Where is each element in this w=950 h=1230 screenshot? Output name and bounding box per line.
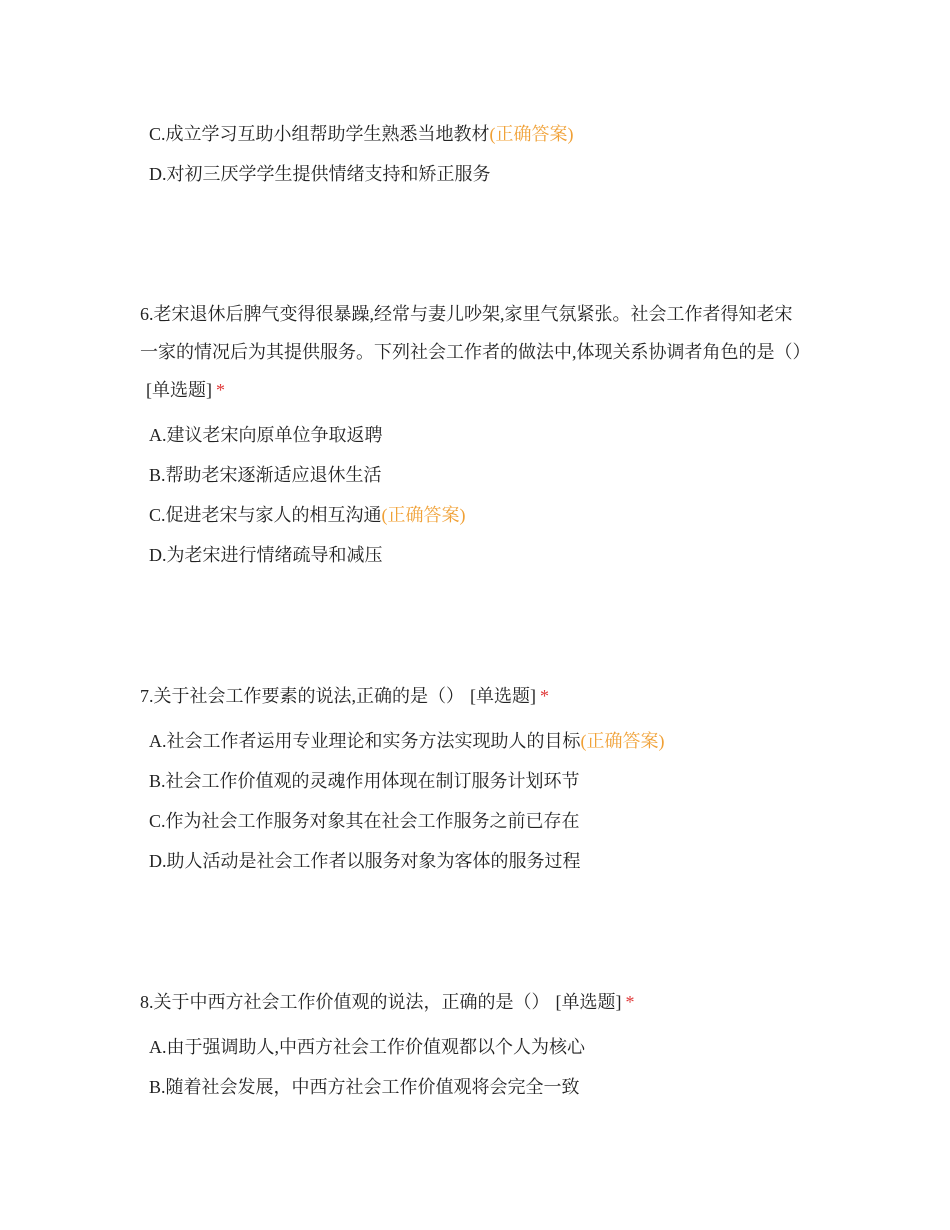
option-item[interactable] (149, 495, 805, 535)
option-label: A.建议老宋向原单位争取返聘 (149, 425, 383, 445)
option-item[interactable] (149, 721, 805, 761)
option-item[interactable] (149, 1027, 805, 1067)
option-item[interactable] (149, 154, 574, 194)
option-label: A.由于强调助人,中西方社会工作价值观都以个人为核心 (149, 1037, 585, 1057)
option-label: A.社会工作者运用专业理论和实务方法实现助人的目标 (149, 731, 581, 751)
option-label: B.社会工作价值观的灵魂作用体现在制订服务计划环节 (149, 771, 580, 791)
option-item[interactable] (149, 415, 805, 455)
question-title (140, 677, 805, 715)
option-item[interactable] (149, 801, 805, 841)
options-list (140, 415, 805, 575)
option-item[interactable] (149, 761, 805, 801)
option-item[interactable] (149, 1067, 805, 1107)
option-label: B.随着社会发展，中西方社会工作价值观将会完全一致 (149, 1077, 580, 1097)
option-item[interactable] (149, 455, 805, 495)
options-list (140, 721, 805, 881)
correct-answer-marker: (正确答案) (381, 505, 466, 525)
option-label: C.作为社会工作服务对象其在社会工作服务之前已存在 (149, 811, 580, 831)
options-list (140, 1027, 805, 1107)
option-item[interactable] (149, 841, 805, 881)
question-type: [单选题] (470, 686, 536, 706)
option-item[interactable] (149, 535, 805, 575)
question-title (140, 295, 811, 409)
correct-answer-marker: (正确答案) (580, 731, 665, 751)
option-label: C.促进老宋与家人的相互沟通 (149, 505, 382, 525)
previous-question-options (149, 114, 574, 194)
question-text: 6.老宋退休后脾气变得很暴躁,经常与妻儿吵架,家里气氛紧张。社会工作者得知老宋一家的情况后为其提供服务。下列社会工作者的做法中,体现关系协调者角色的是（） (140, 304, 811, 362)
correct-answer-marker: (正确答案) (489, 124, 574, 144)
option-label: D.助人活动是社会工作者以服务对象为客体的服务过程 (149, 851, 581, 871)
question-title (140, 983, 805, 1021)
required-marker: * (540, 686, 549, 706)
question-8 (140, 983, 805, 1107)
required-marker: * (625, 992, 635, 1012)
required-marker: * (216, 380, 225, 400)
question-7 (140, 677, 805, 881)
question-6 (140, 295, 811, 575)
question-text: 8.关于中西方社会工作价值观的说法，正确的是（） (140, 992, 550, 1012)
option-label: C.成立学习互助小组帮助学生熟悉当地教材 (149, 124, 490, 144)
option-label: B.帮助老宋逐渐适应退休生活 (149, 465, 382, 485)
question-type: [单选题] (555, 992, 622, 1012)
option-item[interactable] (149, 114, 574, 154)
option-label: D.为老宋进行情绪疏导和减压 (149, 545, 383, 565)
question-type: [单选题] (146, 380, 212, 400)
question-text: 7.关于社会工作要素的说法,正确的是（） (140, 686, 464, 706)
option-label: D.对初三厌学学生提供情绪支持和矫正服务 (149, 164, 491, 184)
